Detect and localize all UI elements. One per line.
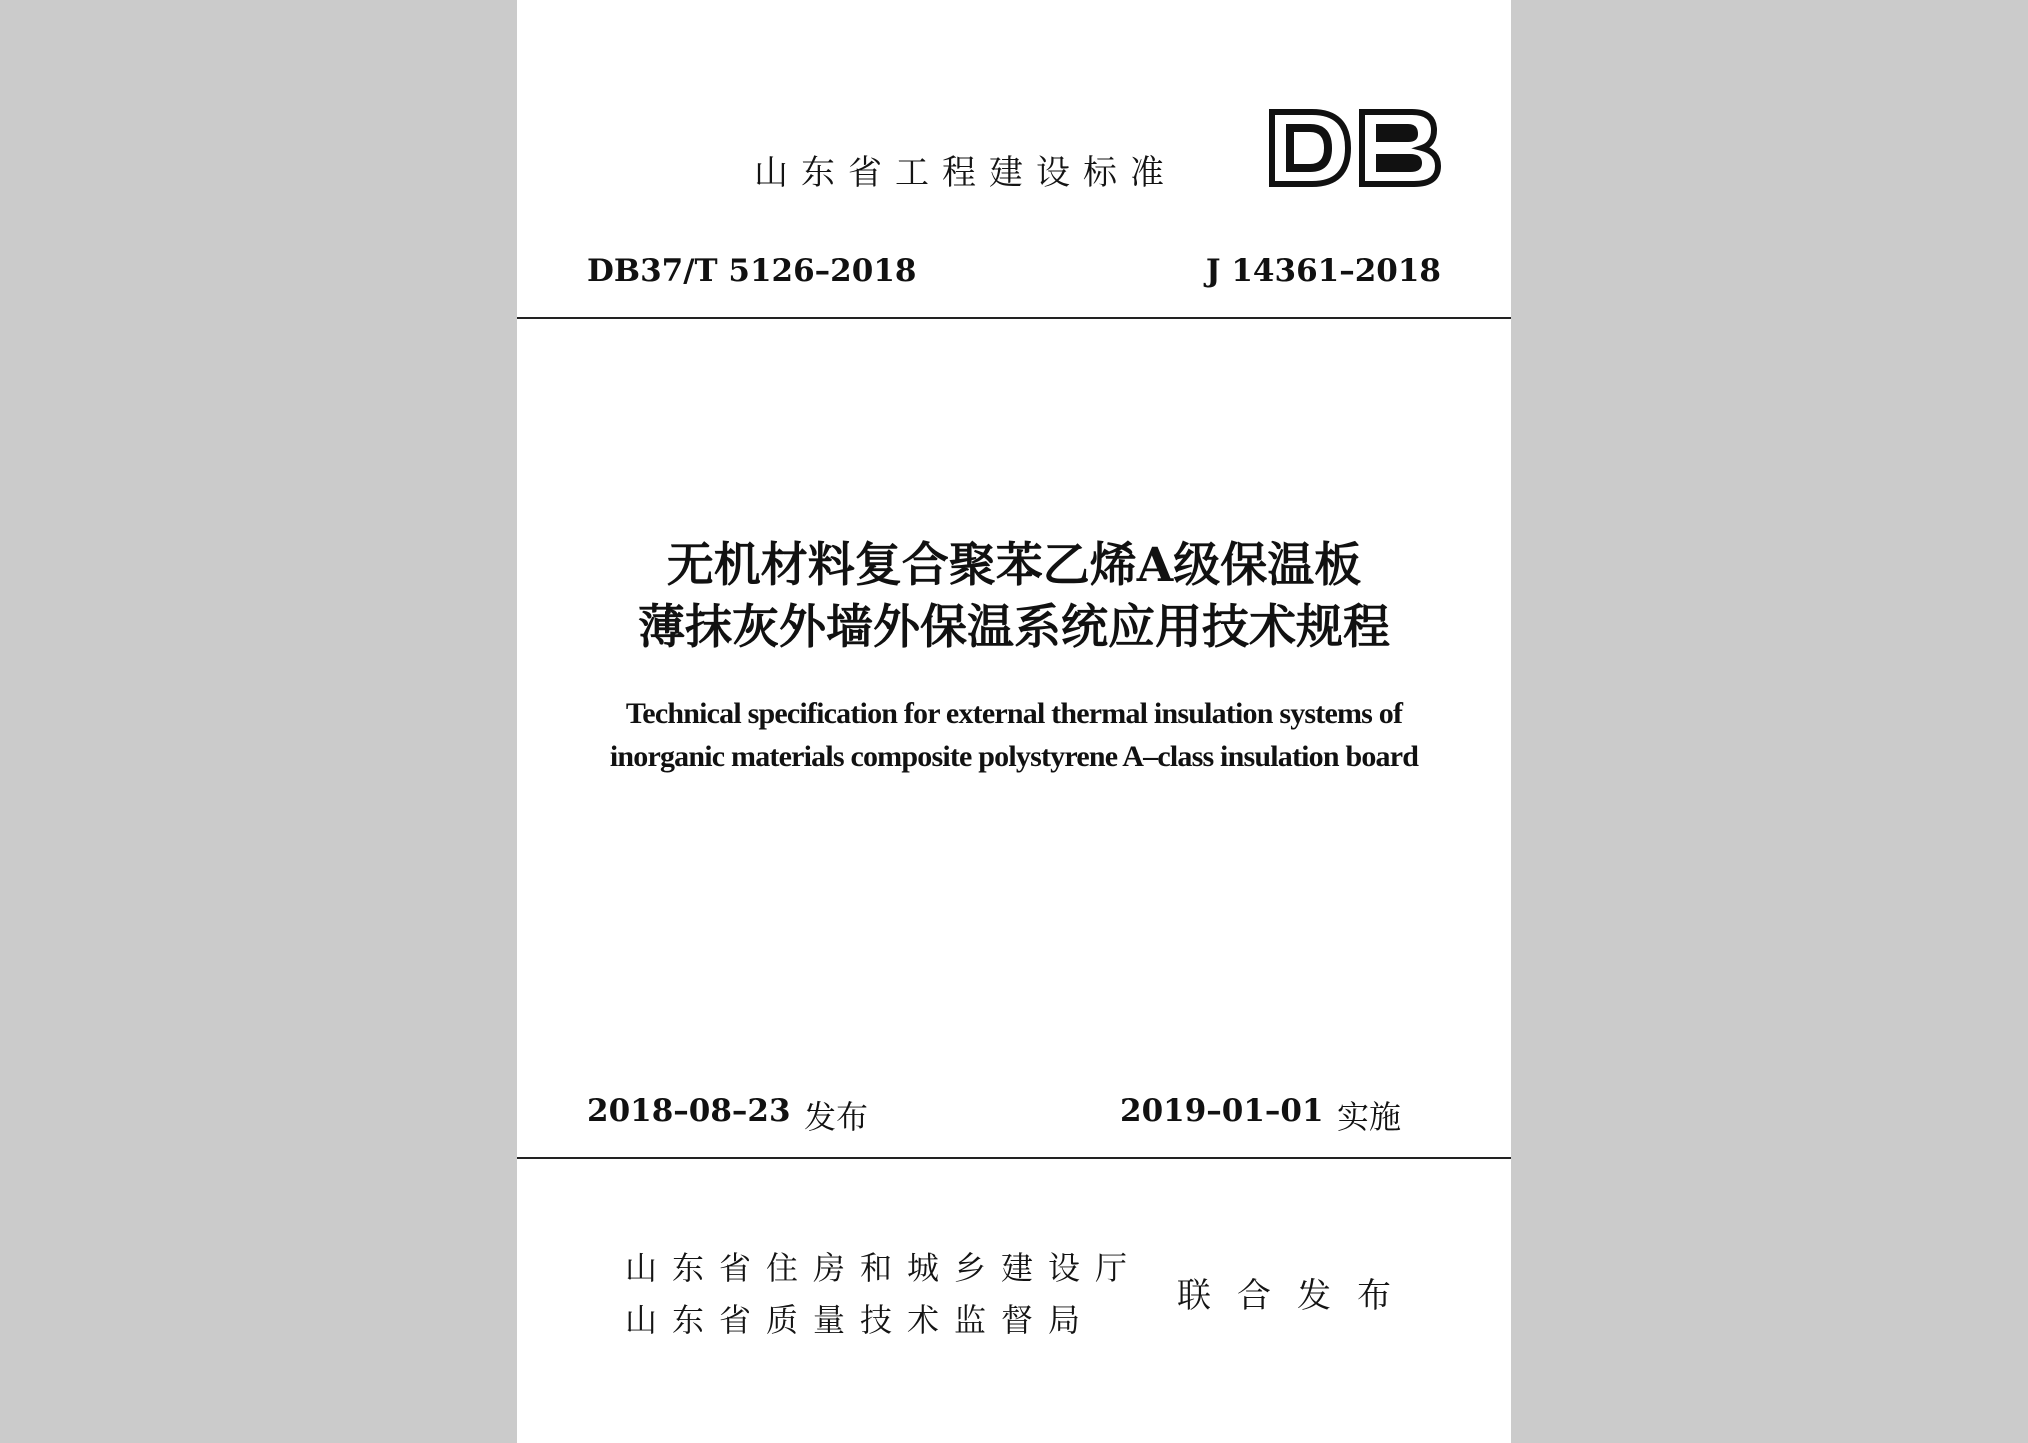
issue-label: 发布 [804,1098,869,1136]
bottom-divider [517,1157,1511,1159]
title-cn-line-1: 无机材料复合聚苯乙烯A级保温板 [666,538,1362,593]
db-standard-logo [1264,108,1442,188]
record-code: J 14361–2018 [1205,253,1441,289]
cover-page [517,0,1511,1443]
top-divider [517,317,1511,319]
issue-date: 2018–08–23 [587,1093,791,1129]
standard-code: DB37/T 5126–2018 [587,253,917,289]
department-housing: 山东省住房和城乡建设厅 [625,1249,1143,1287]
title-cn-line-2: 薄抹灰外墙外保温系统应用技术规程 [638,600,1390,655]
implement-label: 实施 [1337,1098,1402,1136]
issuer-category: 山东省工程建设标准 [754,153,1177,193]
implement-date: 2019–01–01 [1120,1093,1324,1129]
title-en-line-2: inorganic materials composite polystyrene A–class insulation board [609,740,1419,773]
department-quality: 山东省质量技术监督局 [625,1301,1096,1339]
title-en-line-1: Technical specification for external thermal insulation systems of [625,697,1403,730]
joint-publish-label: 联合发布 [1177,1276,1417,1316]
